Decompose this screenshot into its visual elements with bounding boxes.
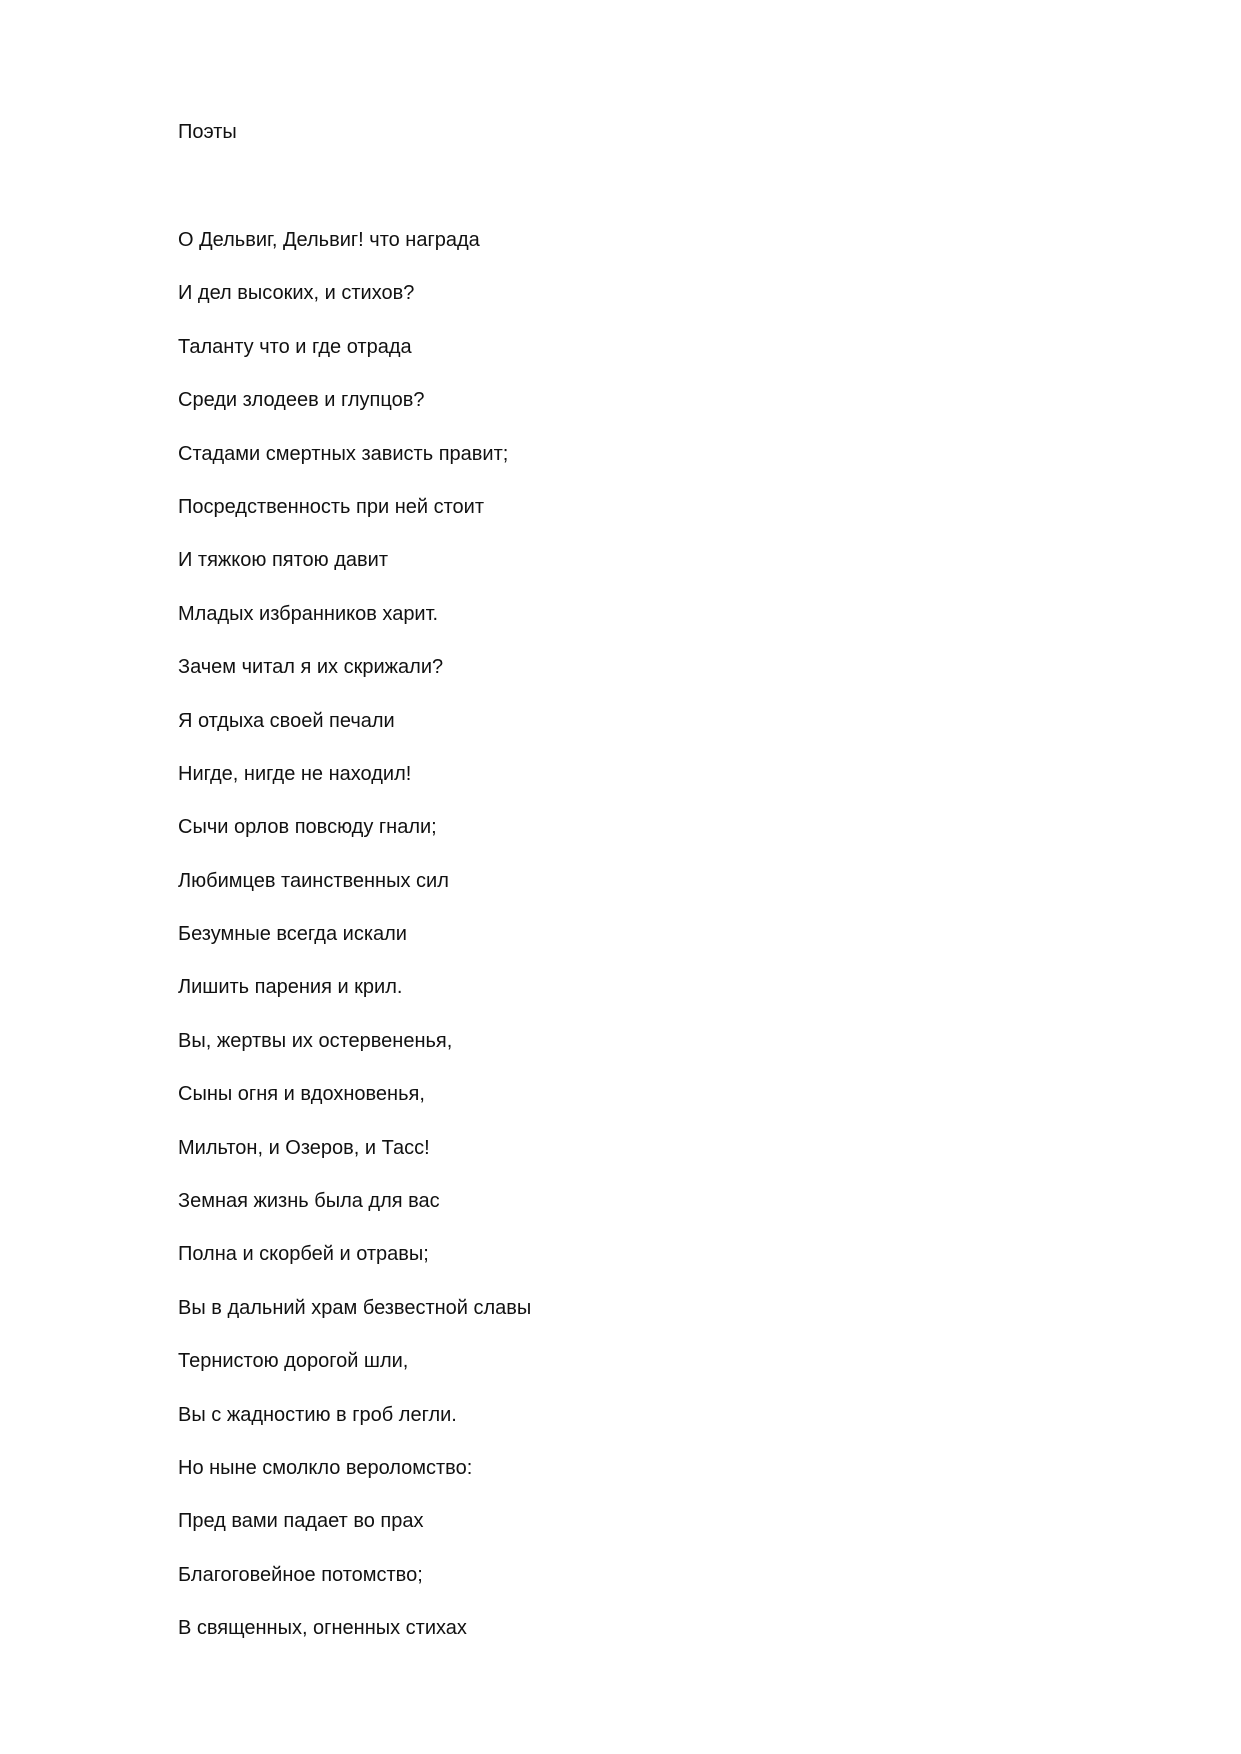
poem-line: Нигде, нигде не находил! <box>178 762 412 785</box>
poem-line: Вы в дальний храм безвестной славы <box>178 1296 532 1319</box>
poem-line: Таланту что и где отрада <box>178 335 412 358</box>
poem-line: Полна и скорбей и отравы; <box>178 1243 429 1266</box>
poem-line: Я отдыха своей печали <box>178 709 395 732</box>
poem-line: Тернистою дорогой шли, <box>178 1350 409 1373</box>
poem-line: И дел высоких, и стихов? <box>178 282 415 305</box>
poem-body <box>178 226 1078 1668</box>
poem-line: Земная жизнь была для вас <box>178 1190 440 1213</box>
poem-line: Вы с жадностию в гроб легли. <box>178 1403 457 1426</box>
poem-line: Лишить парения и крил. <box>178 976 403 999</box>
poem-line: В священных, огненных стихах <box>178 1617 467 1640</box>
poem-line: И тяжкою пятою давит <box>178 549 388 572</box>
poem-line: Вы, жертвы их остервененья, <box>178 1029 453 1052</box>
poem-line: Мильтон, и Озеров, и Тасс! <box>178 1136 430 1159</box>
poem-line: Стадами смертных зависть правит; <box>178 442 509 465</box>
document-title: Поэты <box>178 121 237 143</box>
poem-line: Любимцев таинственных сил <box>178 869 449 892</box>
poem-line: Безумные всегда искали <box>178 923 407 946</box>
poem-line: Пред вами падает во прах <box>178 1510 424 1533</box>
poem-line: О Дельвиг, Дельвиг! что награда <box>178 229 480 251</box>
poem-line: Сычи орлов повсюду гнали; <box>178 816 437 839</box>
poem-line: Младых избранников харит. <box>178 602 439 625</box>
poem-line: Сыны огня и вдохновенья, <box>178 1083 425 1106</box>
poem-line: Благоговейное потомство; <box>178 1563 423 1586</box>
poem-line: Посредственность при ней стоит <box>178 495 484 518</box>
poem-line: Зачем читал я их скрижали? <box>178 656 444 679</box>
poem-line: Но ныне смолкло вероломство: <box>178 1456 473 1479</box>
poem-line: Среди злодеев и глупцов? <box>178 389 425 412</box>
